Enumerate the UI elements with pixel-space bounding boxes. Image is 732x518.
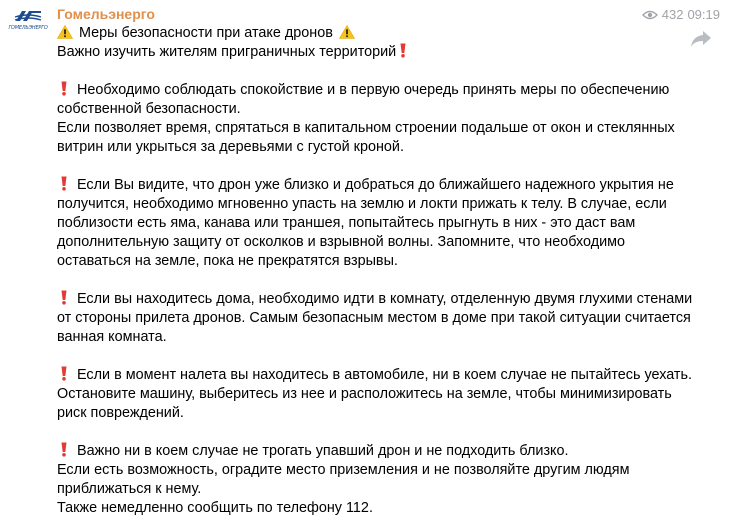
paragraph-line (57, 233, 697, 252)
spacer (57, 271, 697, 290)
paragraph-text: поблизости есть яма, канава или траншея, попытайтесь прыгнуть в них - это даст вам (57, 215, 636, 231)
gomelenergo-logo-icon (13, 8, 43, 24)
red-exclamation-icon (399, 43, 407, 58)
post-subtitle-line (57, 43, 697, 62)
paragraph-text: оставаться на земле, пока не прекратятся взрывы. (57, 253, 398, 269)
paragraph-line (57, 366, 697, 385)
post-title-line (57, 24, 697, 43)
paragraph-line (57, 309, 697, 328)
paragraph-line (57, 214, 697, 233)
post-meta (642, 7, 720, 22)
paragraph-line (57, 138, 697, 157)
spacer (57, 347, 697, 366)
logo-caption: ГОМЕЛЬЭНЕРГО (8, 25, 48, 31)
warning-sign-icon (57, 25, 73, 39)
paragraph-text: ванная комната. (57, 329, 167, 345)
paragraph-text: витрин или укрыться за деревьями с густой кроной. (57, 139, 404, 155)
channel-name[interactable]: Гомельэнерго (57, 6, 155, 22)
paragraph-line (57, 461, 697, 480)
paragraph-text: Остановите машину, выберитесь из нее и расположитесь на земле, чтобы минимизировать (57, 386, 672, 402)
paragraph-line (57, 100, 697, 119)
warning-sign-icon (339, 25, 355, 39)
paragraph-text: Если вы находитесь дома, необходимо идти в комнату, отделенную двумя глухими стенами (77, 291, 693, 307)
paragraph-text: от стороны прилета дронов. Самым безопасным местом в доме при такой ситуации считается (57, 310, 691, 326)
spacer (57, 157, 697, 176)
paragraph-text: Необходимо соблюдать спокойствие и в первую очередь принять меры по обеспечению (77, 82, 670, 98)
view-count: 432 (661, 7, 684, 22)
paragraph-line (57, 499, 697, 518)
red-exclamation-icon (60, 81, 68, 96)
paragraph-line (57, 176, 697, 195)
red-exclamation-icon (60, 366, 68, 381)
paragraph-text: Важно ни в коем случае не трогать упавший дрон и не подходить близко. (77, 443, 569, 459)
paragraph-line (57, 385, 697, 404)
paragraph-text: Если позволяет время, спрятаться в капитальном строении подальше от окон и стеклянных (57, 120, 675, 136)
channel-avatar[interactable] (10, 8, 46, 34)
paragraph-line (57, 290, 697, 309)
paragraph-text: риск повреждений. (57, 405, 184, 421)
paragraph-line (57, 195, 697, 214)
paragraph-text: Если есть возможность, оградите место приземления и не позволяйте другим людям (57, 462, 630, 478)
paragraph-text: Если в момент налета вы находитесь в автомобиле, ни в коем случае не пытайтесь уехать. (77, 367, 693, 383)
paragraph-text: получится, необходимо мгновенно упасть на землю и локти прижать к телу. В случае, если (57, 196, 667, 212)
post-time: 09:19 (687, 7, 720, 22)
paragraph-text: Если Вы видите, что дрон уже близко и добраться до ближайшего надежного укрытия не (77, 177, 674, 193)
red-exclamation-icon (60, 290, 68, 305)
paragraph-text: собственной безопасности. (57, 101, 241, 117)
paragraph-text: приближаться к нему. (57, 481, 202, 497)
post-text (57, 24, 697, 518)
paragraph-line (57, 119, 697, 138)
post-title: Меры безопасности при атаке дронов (79, 25, 333, 41)
eye-icon (642, 10, 658, 20)
paragraph-line (57, 328, 697, 347)
paragraph-line (57, 252, 697, 271)
paragraph-line (57, 404, 697, 423)
paragraph-line (57, 480, 697, 499)
spacer (57, 62, 697, 81)
post-subtitle: Важно изучить жителям приграничных территорий (57, 44, 397, 60)
paragraph-line (57, 81, 697, 100)
red-exclamation-icon (60, 176, 68, 191)
paragraph-text: дополнительную защиту от осколков и взрывной волны. Запомните, что необходимо (57, 234, 626, 250)
paragraph-line (57, 442, 697, 461)
paragraph-text: Также немедленно сообщить по телефону 112. (57, 500, 373, 516)
spacer (57, 423, 697, 442)
red-exclamation-icon (60, 442, 68, 457)
